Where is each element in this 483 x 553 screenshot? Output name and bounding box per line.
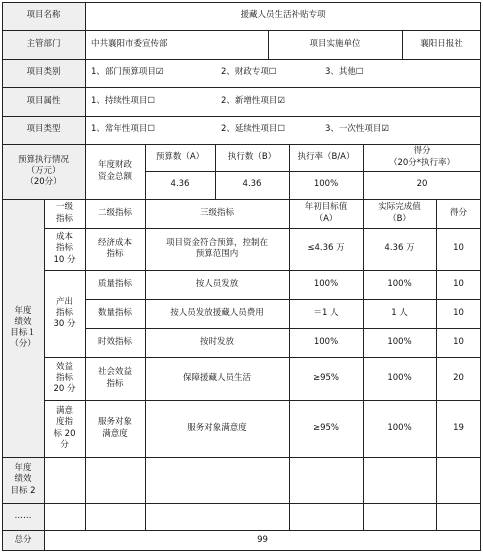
text: 目标 2: [10, 485, 36, 496]
output-row-2-score: [436, 299, 481, 328]
ptype-label: [2, 116, 85, 144]
fund-total-label: [85, 144, 145, 199]
category-opt2: [221, 67, 325, 78]
text: 执行率（B/A）: [297, 151, 355, 162]
text: 标 20: [53, 428, 76, 439]
text: 绩效: [14, 316, 32, 327]
text: 产出: [55, 296, 73, 307]
text: 年度财政: [97, 160, 132, 171]
output-row-3-score: [436, 328, 481, 357]
output-row-3-third: [145, 328, 289, 357]
benefit-third: [145, 357, 289, 400]
text: 资金总额: [97, 171, 132, 182]
text: 质量指标: [97, 278, 132, 289]
checkbox-icon: ☐: [268, 67, 277, 78]
output-row-3-target: [289, 328, 363, 357]
text: 指标: [106, 378, 124, 389]
text: 100%: [313, 336, 339, 347]
text: 项目类型: [26, 124, 61, 135]
text: 目标１: [10, 328, 36, 338]
cost-third: [145, 228, 289, 270]
exec-value: [215, 171, 289, 199]
checkbox-icon: ☐: [147, 124, 156, 135]
ptype-opt3: [325, 124, 389, 135]
text: 保障援藏人员生活: [182, 372, 251, 383]
text: 项目属性: [26, 95, 61, 106]
satisfaction-indicator: [44, 400, 85, 457]
text: 指标: [55, 243, 73, 254]
dept-label: [2, 30, 85, 59]
output-indicator: [44, 270, 85, 357]
text: （20分）: [25, 177, 62, 188]
text: （万元）: [26, 165, 61, 176]
budget-value: [145, 171, 215, 199]
text: 10: [453, 278, 464, 289]
score-header: [363, 144, 481, 171]
text: 100%: [387, 336, 412, 347]
budget-label: [2, 144, 85, 199]
category-opt3: [325, 67, 364, 78]
text: 4.36: [170, 179, 190, 190]
text: 100%: [313, 179, 339, 190]
goal2-label: [2, 457, 44, 503]
output-row-3-actual: [363, 328, 436, 357]
text: 绩效: [14, 474, 32, 485]
checkbox-icon: ☐: [147, 95, 156, 106]
output-row-1-actual: [363, 270, 436, 299]
text: 100%: [313, 278, 339, 289]
benefit-indicator: [44, 357, 85, 400]
level2-header: [85, 199, 145, 228]
actual-header: [363, 199, 436, 228]
text: 数量指标: [97, 307, 132, 318]
text: 指标: [106, 249, 124, 259]
text: 10: [453, 336, 464, 347]
satisfaction-third: [145, 400, 289, 457]
text: （A）: [314, 213, 338, 224]
output-row-2-target: [289, 299, 363, 328]
text: 服务对象满意度: [187, 422, 247, 433]
text: ≥95%: [312, 372, 339, 383]
text: 度指: [55, 417, 73, 428]
total-label: [2, 530, 44, 551]
text: 满意: [55, 406, 73, 417]
text: 2、延续性项目: [221, 124, 278, 135]
text: 项目类别: [26, 67, 61, 78]
text: 年度: [14, 305, 32, 316]
benefit-actual: [363, 357, 436, 400]
goal1-label: [2, 199, 44, 457]
ptype-options: [85, 116, 481, 144]
text: 2、财政专项: [221, 67, 269, 78]
text: ……: [14, 510, 32, 521]
text: 襄阳日报社: [420, 38, 463, 49]
text: 成本: [55, 232, 73, 243]
text: 得分: [413, 146, 431, 157]
text: 99: [257, 534, 268, 545]
category-options: [85, 59, 481, 87]
text: 主管部门: [26, 38, 61, 49]
impl-label: [268, 30, 402, 59]
text: 1、持续性项目: [91, 95, 148, 106]
target-header: [289, 199, 363, 228]
text: ＝1 人: [313, 307, 339, 318]
output-row-3-sub: [85, 328, 145, 357]
text: 3、其他: [325, 67, 356, 78]
satisfaction-actual: [363, 400, 436, 457]
output-row-1-score: [436, 270, 481, 299]
rate-header: [289, 144, 363, 171]
text: 按时发放: [199, 336, 234, 347]
text: 3、一次性项目: [325, 124, 382, 135]
output-row-1-third: [145, 270, 289, 299]
text: 一级: [55, 202, 73, 213]
checkbox-icon: ☑: [155, 67, 164, 78]
text: 经济成本: [97, 237, 132, 248]
cost-score: [436, 228, 481, 270]
impl-value: [402, 30, 481, 59]
category-opt1: [91, 67, 221, 78]
text: 预算执行情况: [17, 154, 69, 165]
dept-value: [85, 30, 268, 59]
score-col-header: [436, 199, 481, 228]
text: 实际完成值: [378, 202, 421, 213]
text: 100%: [387, 422, 412, 433]
text: 100%: [387, 372, 412, 383]
text: 20 分: [53, 384, 76, 395]
text: 效益: [55, 361, 73, 372]
text: 4.36 万: [384, 243, 415, 254]
attribute-opt1: [91, 96, 221, 107]
attribute-opt2: [221, 96, 285, 107]
text: 1、常年性项目: [91, 124, 148, 135]
cost-sub: [85, 228, 145, 270]
text: 预算范围内: [195, 249, 239, 259]
output-row-1-sub: [85, 270, 145, 299]
ellipsis-row: [2, 503, 44, 530]
text: 指标: [55, 213, 73, 224]
text: 预算数（A）: [155, 151, 205, 162]
attribute-options: [85, 87, 481, 116]
output-row-2-third: [145, 299, 289, 328]
cost-actual: [363, 228, 436, 270]
checkbox-icon: ☑: [381, 124, 390, 135]
text: 指标: [55, 307, 73, 318]
text: （B）: [388, 213, 411, 224]
text: 1 人: [391, 307, 408, 318]
text: 社会效益: [97, 367, 132, 378]
satisfaction-score: [436, 400, 481, 457]
text: 2、新增性项目: [221, 95, 278, 106]
project-name-value: [85, 2, 481, 30]
budget-header: [145, 144, 215, 171]
text: 执行数（B）: [227, 151, 277, 162]
cost-indicator: [44, 228, 85, 270]
text: 服务对象: [97, 417, 132, 428]
text: 满意度: [102, 428, 128, 439]
checkbox-icon: ☑: [277, 95, 286, 106]
attribute-label: [2, 87, 85, 116]
text: 10 分: [53, 254, 76, 265]
text: 100%: [387, 278, 412, 289]
checkbox-icon: ☐: [277, 124, 286, 135]
text: 19: [453, 422, 464, 433]
text: 10: [453, 307, 464, 318]
text: 年度: [14, 463, 32, 474]
text: 援藏人员生活补贴专项: [240, 10, 326, 21]
text: 三级指标: [199, 207, 234, 218]
level3-header: [145, 199, 289, 228]
text: ≥95%: [312, 422, 339, 433]
text: 项目名称: [26, 10, 61, 21]
text: 得分: [449, 207, 467, 218]
text: （分）: [10, 339, 36, 350]
project-name-label: [2, 2, 85, 30]
text: 20: [416, 179, 428, 190]
text: 时效指标: [97, 336, 132, 347]
text: 1、部门预算项目: [91, 67, 156, 78]
ptype-opt1: [91, 124, 221, 135]
output-row-1-target: [289, 270, 363, 299]
text: ≤4.36 万: [307, 243, 345, 254]
checkbox-icon: ☐: [355, 67, 364, 78]
output-row-2-sub: [85, 299, 145, 328]
ptype-opt2: [221, 124, 325, 135]
text: （20分*执行率）: [388, 157, 456, 168]
rate-value: [289, 171, 363, 199]
text: 二级指标: [97, 207, 132, 218]
text: 20: [453, 372, 464, 383]
text: 总分: [14, 534, 32, 545]
level1-header: [44, 199, 85, 228]
text: 指标: [55, 372, 73, 383]
text: 10: [453, 243, 464, 254]
text: 项目资金符合预算，控制在: [165, 237, 268, 248]
text: 30 分: [53, 319, 76, 330]
benefit-sub: [85, 357, 145, 400]
exec-header: [215, 144, 289, 171]
category-label: [2, 59, 85, 87]
output-row-2-actual: [363, 299, 436, 328]
satisfaction-target: [289, 400, 363, 457]
performance-table: [2, 2, 481, 551]
text: 4.36: [242, 179, 262, 190]
text: 分: [60, 439, 69, 450]
total-value: [44, 530, 481, 551]
text: 中共襄阳市委宣传部: [91, 38, 168, 49]
text: 项目实施单位: [309, 38, 361, 49]
satisfaction-sub: [85, 400, 145, 457]
text: 按人员发放援藏人员费用: [170, 307, 264, 318]
cost-target: [289, 228, 363, 270]
benefit-score: [436, 357, 481, 400]
benefit-target: [289, 357, 363, 400]
text: 按人员发放: [195, 278, 239, 289]
score-value: [363, 171, 481, 199]
text: 年初目标值: [304, 202, 348, 213]
